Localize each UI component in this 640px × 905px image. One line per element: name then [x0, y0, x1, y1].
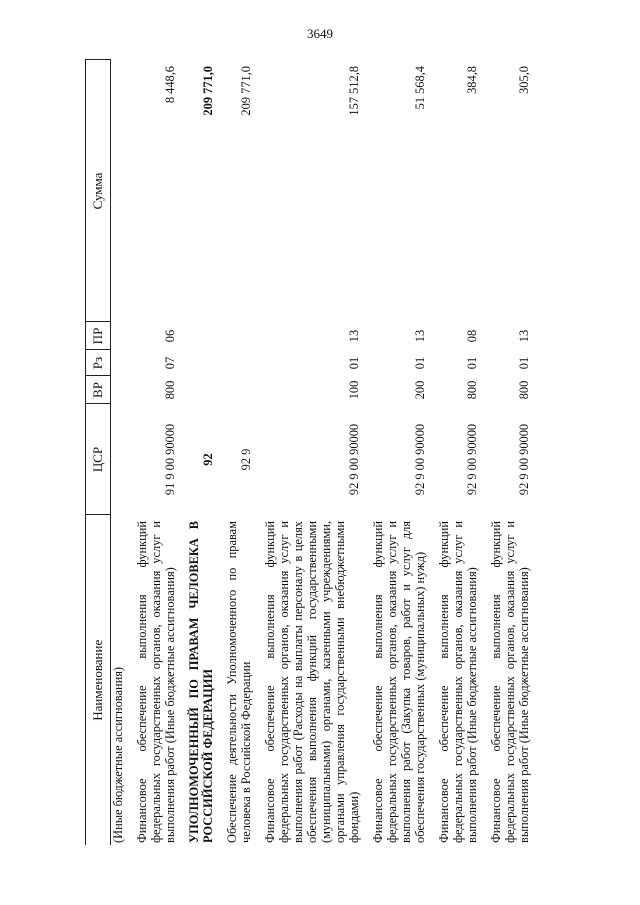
row-pr: 13	[413, 329, 427, 343]
row-rz: 01	[517, 356, 531, 370]
row-csr: 92	[201, 453, 215, 466]
row-name: Финансовое обеспечение выполнения функций федеральных государственных органов, оказания услуг и выполнения работ (Иные бюджетные ассигнования)	[489, 521, 531, 843]
row-pr: 13	[347, 329, 361, 343]
table-row	[253, 60, 361, 845]
row-pr: 13	[517, 329, 531, 343]
row-csr: 92 9 00 90000	[517, 423, 531, 496]
budget-table	[85, 60, 531, 846]
row-vr	[215, 376, 253, 404]
table-row	[427, 60, 479, 845]
row-name: Финансовое обеспечение выполнения функций федеральных государственных органов, оказания услуг и выполнения работ (Расходы на выплаты персоналу в целях обеспечения выполнения функций государственными (муниципальными) органами, казенными учреждениями, органами управления государственными внебюджетными фондами)	[263, 521, 361, 843]
row-sum: 305,0	[517, 66, 531, 94]
row-pr: 08	[465, 329, 479, 343]
table-header	[86, 60, 111, 845]
row-pr	[215, 322, 253, 350]
row-pr: 06	[163, 329, 177, 343]
header-csr: ЦСР	[86, 404, 111, 515]
row-rz: 01	[347, 356, 361, 370]
header-sum: Сумма	[86, 60, 111, 322]
row-csr: 91 9 00 90000	[163, 423, 177, 496]
row-name: Финансовое обеспечение выполнения функций федеральных государственных органов, оказания услуг и выполнения работ (Иные бюджетные ассигнования)	[135, 521, 177, 843]
row-vr: 100	[347, 380, 361, 400]
row-vr: 800	[163, 380, 177, 400]
row-csr	[111, 404, 126, 515]
row-vr	[177, 376, 215, 404]
header-vr: ВР	[86, 376, 111, 404]
header-name: Наименование	[86, 515, 111, 845]
header-rz: Рз	[86, 350, 111, 376]
table-row	[361, 60, 427, 845]
table-row	[479, 60, 531, 845]
row-name: УПОЛНОМОЧЕННЫЙ ПО ПРАВАМ ЧЕЛОВЕКА В РОССИЙСКОЙ ФЕДЕРАЦИИ	[187, 521, 215, 843]
table-row	[215, 60, 253, 845]
table-row	[177, 60, 215, 845]
row-sum	[111, 60, 126, 322]
rotated-budget-table-page	[85, 60, 565, 845]
table-body	[111, 60, 532, 845]
row-vr: 200	[413, 380, 427, 400]
row-csr: 92 9	[239, 448, 253, 471]
table-row	[111, 60, 126, 845]
row-rz	[215, 350, 253, 376]
row-sum: 51 568,4	[413, 66, 427, 110]
row-name: Обеспечение деятельности Уполномоченного по правам человека в Российской Федерации	[225, 521, 253, 843]
row-name: Финансовое обеспечение выполнения функций федеральных государственных органов, оказания услуг и выполнения работ (Иные бюджетные ассигнования)	[437, 521, 479, 843]
row-csr: 92 9 00 90000	[465, 423, 479, 496]
row-rz: 07	[163, 356, 177, 370]
row-rz	[177, 350, 215, 376]
row-sum: 157 512,8	[347, 66, 361, 116]
row-sum: 8 448,6	[163, 66, 177, 104]
table-row	[125, 60, 177, 845]
row-csr: 92 9 00 90000	[347, 423, 361, 496]
row-vr: 800	[517, 380, 531, 400]
row-rz	[111, 350, 126, 376]
row-vr: 800	[465, 380, 479, 400]
row-sum: 209 771,0	[239, 66, 253, 116]
row-rz: 01	[465, 356, 479, 370]
row-vr	[111, 376, 126, 404]
row-name: Финансовое обеспечение выполнения функций федеральных государственных органов, оказания услуг и выполнения работ (Закупка товаров, работ и услуг для обеспечения государственных (муниципальных) нужд)	[371, 521, 427, 843]
row-pr	[111, 322, 126, 350]
row-sum: 209 771,0	[201, 66, 215, 116]
row-name: (Иные бюджетные ассигнования)	[111, 666, 125, 843]
page-number: 3649	[307, 26, 333, 41]
row-sum: 384,8	[465, 66, 479, 94]
header-pr: ПР	[86, 322, 111, 350]
row-pr	[177, 322, 215, 350]
row-csr: 92 9 00 90000	[413, 423, 427, 496]
row-rz: 01	[413, 356, 427, 370]
